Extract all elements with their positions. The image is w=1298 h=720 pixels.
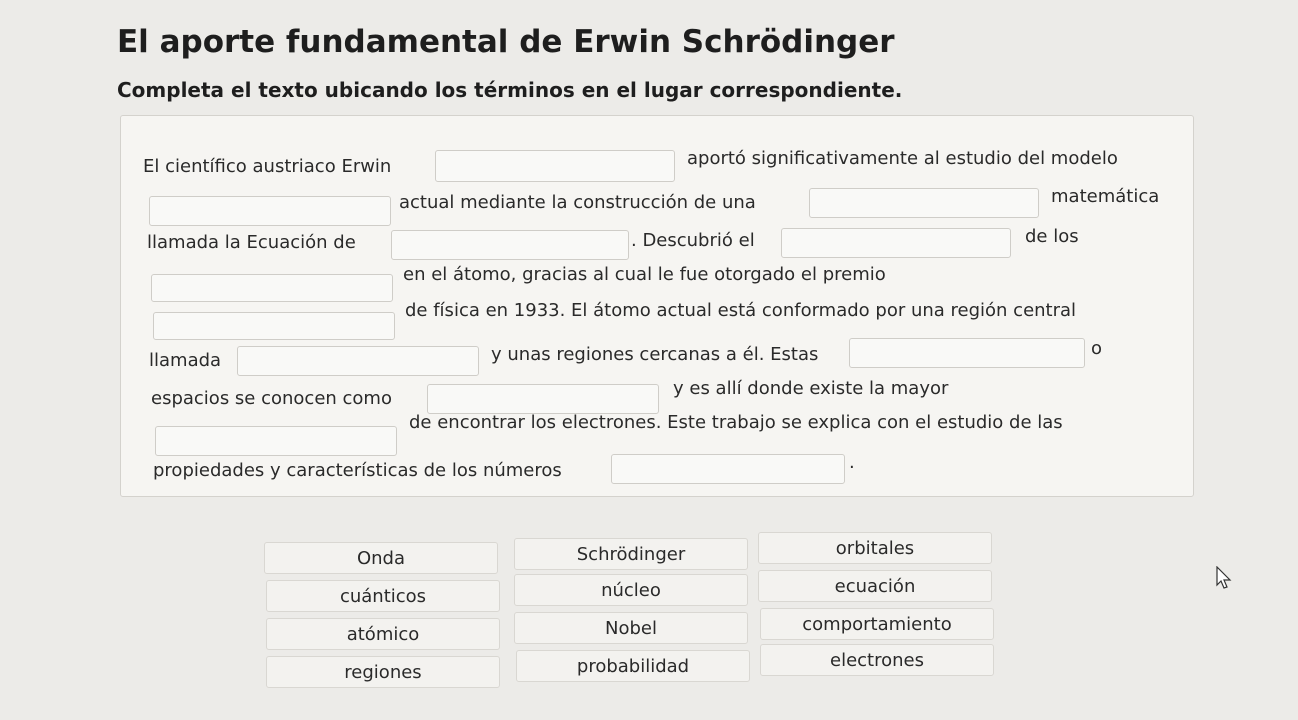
blank-drop-zone-12[interactable] [611,454,845,484]
term-chip[interactable]: Onda [264,542,498,574]
text-segment: y unas regiones cercanas a él. Estas [491,344,819,365]
text-segment: . [849,452,855,473]
blank-drop-zone-6[interactable] [151,274,393,302]
text-segment: llamada [149,350,222,371]
text-segment: y es allí donde existe la mayor [673,378,949,399]
term-chip[interactable]: Schrödinger [514,538,748,570]
term-chip[interactable]: orbitales [758,532,992,564]
page-title: El aporte fundamental de Erwin Schrödinger [117,24,895,60]
text-segment: actual mediante la construcción de una [399,192,756,213]
text-segment: o [1091,338,1103,359]
term-chip[interactable]: Nobel [514,612,748,644]
blank-drop-zone-10[interactable] [427,384,659,414]
blank-drop-zone-9[interactable] [849,338,1085,368]
term-chip[interactable]: ecuación [758,570,992,602]
instruction-text: Completa el texto ubicando los términos en el lugar correspondiente. [117,78,903,102]
text-segment: matemática [1051,186,1160,207]
term-chip[interactable]: núcleo [514,574,748,606]
text-segment: de encontrar los electrones. Este trabajo se explica con el estudio de las [409,412,1063,433]
term-chip[interactable]: regiones [266,656,500,688]
blank-drop-zone-7[interactable] [153,312,395,340]
term-chip[interactable]: probabilidad [516,650,750,682]
term-chip[interactable]: cuánticos [266,580,500,612]
mouse-pointer-icon [1216,566,1232,590]
blank-drop-zone-2[interactable] [149,196,391,226]
term-chip[interactable]: comportamiento [760,608,994,640]
blank-drop-zone-5[interactable] [781,228,1011,258]
text-segment: . Descubrió el [631,230,755,251]
text-segment: aportó significativamente al estudio del modelo [687,148,1118,169]
text-segment: en el átomo, gracias al cual le fue otorgado el premio [403,264,886,285]
blank-drop-zone-3[interactable] [809,188,1039,218]
fill-in-text-panel [120,115,1194,497]
text-segment: El científico austriaco Erwin [143,156,392,177]
text-segment: de física en 1933. El átomo actual está conformado por una región central [405,300,1077,321]
text-segment: propiedades y características de los números [153,460,562,481]
text-segment: espacios se conocen como [151,388,392,409]
blank-drop-zone-4[interactable] [391,230,629,260]
blank-drop-zone-11[interactable] [155,426,397,456]
text-segment: de los [1025,226,1079,247]
blank-drop-zone-1[interactable] [435,150,675,182]
blank-drop-zone-8[interactable] [237,346,479,376]
text-segment: llamada la Ecuación de [147,232,356,253]
term-chip[interactable]: atómico [266,618,500,650]
term-chip[interactable]: electrones [760,644,994,676]
